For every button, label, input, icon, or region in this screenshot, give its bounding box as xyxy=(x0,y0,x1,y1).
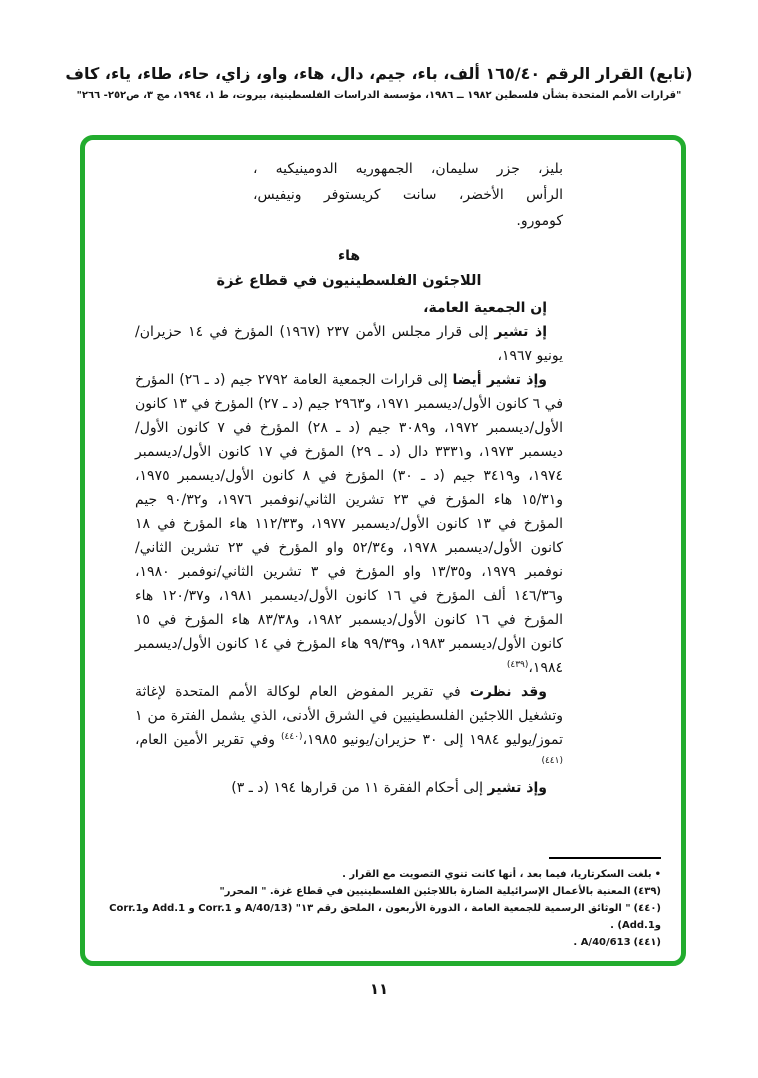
country-list-line: كومورو. xyxy=(516,213,563,229)
footnote-marker: (٤٤٠) xyxy=(633,903,661,914)
source-citation: "قرارات الأمم المتحدة بشأن فلسطين ١٩٨٢ ــ ١٩٨٦، مؤسسة الدراسات الفلسطينية، بيروت، ط ١، ١٩٩٤، مج ٣، ص٢٥٢- ٢٦٦" xyxy=(76,90,682,101)
footnote-reference: (٤٣٩) xyxy=(506,660,529,670)
country-list-line: الرأس الأخضر، سانت كريستوفر ونيفيس، xyxy=(253,187,563,203)
resolution-content xyxy=(85,140,681,961)
footnote-separator-rule xyxy=(549,857,661,859)
page-header xyxy=(0,64,758,101)
resolution-paragraph: وقد نظرت في تقرير المفوض العام لوكالة الأمم المتحدة لإغاثة وتشغيل اللاجئين الفلسطينيين في الشرق الأدنى، الذي يشمل الفترة من ١ تموز/يوليو ١٩٨٤ إلى ٣٠ حزيران/يونيو ١٩٨٥،$^{(٤٤٠)}$ وفي تقرير الأمين العام،$^{(٤٤١)}$ xyxy=(135,684,563,766)
resolution-paragraph: إن الجمعية العامة، xyxy=(423,300,547,316)
footnote-marker: • xyxy=(654,869,661,880)
resolution-paragraph: وإذ تشير أيضا إلى قرارات الجمعية العامة ٢٧٩٢ جيم (د ـ ٢٦) المؤرخ في ٦ كانون الأول/ديسمبر ١٩٧١، و٢٩٦٣ جيم (د ـ ٢٧) المؤرخ في ١٣ كانون الأول/ديسمبر ١٩٧٢، و٣٠٨٩ جيم (د ـ ٢٨) المؤرخ في ٧ كانون الأول/ديسمبر ١٩٧٣، و٣٣٣١ دال (د ـ ٢٩) المؤرخ في ١٧ كانون الأول/ديسمبر ١٩٧٤، و٣٤١٩ جيم (د ـ ٣٠) المؤرخ في ٨ كانون الأول/ديسمبر ١٩٧٥، و١٥/٣١ هاء المؤرخ في ٢٣ تشرين الثاني/نوفمبر ١٩٧٦، و٩٠/٣٢ جيم المؤرخ في ١٣ كانون الأول/ديسمبر ١٩٧٧، و١١٢/٣٣ هاء المؤرخ في ١٨ كانون الأول/ديسمبر ١٩٧٨، و٥٢/٣٤ واو المؤرخ في ٢٣ تشرين الثاني/نوفمبر ١٩٧٩، و١٣/٣٥ واو المؤرخ في ٣ تشرين الثاني/نوفمبر ١٩٨٠، و١٤٦/٣٦ ألف المؤرخ في ١٦ كانون الأول/ديسمبر ١٩٨١، و١٢٠/٣٧ هاء المؤرخ في ١٦ كانون الأول/ديسمبر ١٩٨٢، و٨٣/٣٨ هاء المؤرخ في ١٥ كانون الأول/ديسمبر ١٩٨٣، و٩٩/٣٩ هاء المؤرخ في ١٤ كانون الأول/ديسمبر ١٩٨٤،$^{(٤٣٩)}$ xyxy=(135,372,564,676)
country-list-line: بليز، جزر سليمان، الجمهوريه الدومينيكيه ، xyxy=(253,161,563,177)
footnote-text: المعنية بالأعمال الإسرائيلية الضارة باللاجئين الفلسطينيين في قطاع غزة. " المحرر" xyxy=(219,886,631,897)
resolution-paragraph: إذ تشير إلى قرار مجلس الأمن ٢٣٧ (١٩٦٧) المؤرخ في ١٤ حزيران/يونيو ١٩٦٧، xyxy=(135,324,563,364)
footnote-text: A/40/613 . xyxy=(573,937,631,948)
footnote xyxy=(107,900,661,934)
section-title: اللاجئون الفلسطينيون في قطاع غزة xyxy=(216,273,482,289)
resolution-paragraph: وإذ تشير إلى أحكام الفقرة ١١ من قرارها ١٩٤ (د ـ ٣) xyxy=(231,780,547,796)
footnote xyxy=(107,934,661,951)
footnote-reference: (٤٤١) xyxy=(541,756,563,766)
footnote-text: " الوثائق الرسمية للجمعية العامة ، الدورة الأربعون ، الملحق رقم ١٣" (A/40/13 و Corr.1 و Add.1 وCorr.1 وAdd.1) . xyxy=(109,903,661,931)
footnote-list xyxy=(107,866,661,951)
footnote-area xyxy=(107,857,661,951)
footnote-marker: (٤٣٩) xyxy=(633,886,661,897)
resolution-paragraphs xyxy=(135,296,563,800)
footnote-text: بلغت السكرتاريا، فيما بعد ، أنها كانت تنوي التصويت مع القرار . xyxy=(342,869,652,880)
country-list-continuation xyxy=(253,156,563,234)
footnote xyxy=(107,866,661,883)
footnote-marker: (٤٤١) xyxy=(633,937,661,948)
footnote-reference: (٤٤٠) xyxy=(281,732,303,742)
resolution-green-frame xyxy=(80,135,686,966)
page-number: ١١ xyxy=(369,980,389,998)
section-letter: هاء xyxy=(337,248,361,264)
resolution-header-title: (تابع) القرار الرقم ١٦٥/٤٠ ألف، باء، جيم، دال، هاء، واو، زاي، حاء، طاء، ياء، كاف xyxy=(65,64,693,83)
footnote xyxy=(107,883,661,900)
